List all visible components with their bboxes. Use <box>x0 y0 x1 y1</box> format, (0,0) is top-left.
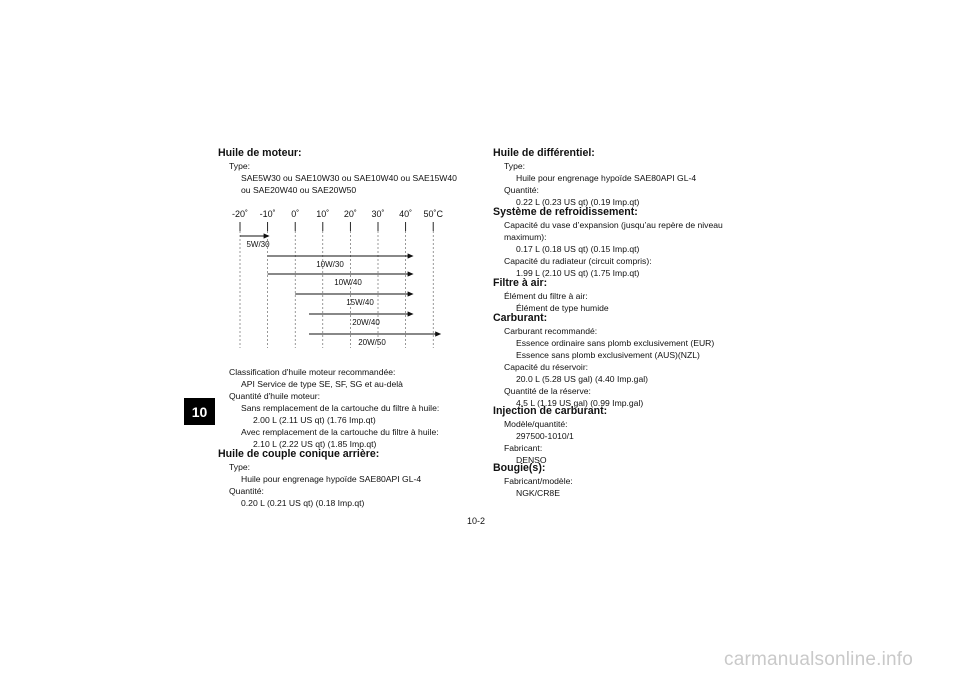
air-filter-heading: Filtre à air: <box>493 277 548 289</box>
grade-range-arrow <box>408 271 414 276</box>
temperature-tick-label: -10˚ <box>259 209 276 219</box>
coolant-reservoir-label-2: maximum): <box>504 232 547 242</box>
engine-oil-type-line1: SAE5W30 ou SAE10W30 ou SAE10W40 ou SAE15W40 <box>241 173 457 183</box>
temperature-tick-label: 10˚ <box>316 209 330 219</box>
temperature-tick-label: 0˚ <box>291 209 300 219</box>
spark-plug-heading: Bougie(s): <box>493 462 546 474</box>
temperature-tick-label: 30˚ <box>371 209 385 219</box>
fuel-reserve-value: 4.5 L (1.19 US gal) (0.99 Imp.gal) <box>516 398 644 408</box>
chapter-tab-label: 10 <box>191 403 208 420</box>
grade-label: 15W/40 <box>346 298 374 307</box>
grade-range-arrow <box>408 311 414 316</box>
oil-with-filter-label: Avec remplacement de la cartouche du filtre à huile: <box>241 427 439 437</box>
rear-gear-oil-quantity-value: 0.20 L (0.21 US qt) (0.18 Imp.qt) <box>241 498 365 508</box>
grade-label: 10W/40 <box>334 278 362 287</box>
rear-gear-oil-quantity-label: Quantité: <box>229 486 264 496</box>
grade-range-arrow <box>408 291 414 296</box>
rear-gear-oil-type-label: Type: <box>229 462 251 472</box>
viscosity-chart <box>220 206 460 356</box>
rear-gear-oil-type-value: Huile pour engrenage hypoïde SAE80API GL-4 <box>241 474 422 484</box>
oil-quantity-label: Quantité d'huile moteur: <box>229 391 320 401</box>
spark-plug-maker-label: Fabricant/modèle: <box>504 476 573 486</box>
temperature-tick-label: -20˚ <box>231 209 249 219</box>
air-filter-element-value: Élément de type humide <box>516 303 609 313</box>
fuel-heading: Carburant: <box>493 312 548 324</box>
fuel-tank-label: Capacité du réservoir: <box>504 362 589 372</box>
diff-oil-type-label: Type: <box>504 161 526 171</box>
oil-classification-value: API Service de type SE, SF, SG et au-delà <box>241 379 403 389</box>
coolant-reservoir-value: 0.17 L (0.18 US qt) (0.15 Imp.qt) <box>516 244 640 254</box>
engine-oil-heading: Huile de moteur: <box>218 147 302 159</box>
radiator-capacity-label: Capacité du radiateur (circuit compris): <box>504 256 652 266</box>
rear-gear-oil-heading: Huile de couple conique arrière: <box>218 448 380 460</box>
diff-oil-quantity-value: 0.22 L (0.23 US qt) (0.19 Imp.qt) <box>516 197 640 207</box>
radiator-capacity-value: 1.99 L (2.10 US qt) (1.75 Imp.qt) <box>516 268 640 278</box>
oil-classification-label: Classification d'huile moteur recommandée: <box>229 367 396 377</box>
injection-model-label: Modèle/quantité: <box>504 419 568 429</box>
injection-model-value: 297500-1010/1 <box>516 431 574 441</box>
grade-range-arrow <box>264 233 270 238</box>
spark-plug-maker-value: NGK/CR8E <box>516 488 560 498</box>
diff-oil-heading: Huile de différentiel: <box>493 147 595 159</box>
oil-with-filter-value: 2.10 L (2.22 US qt) (1.85 Imp.qt) <box>253 439 377 449</box>
injection-maker-label: Fabricant: <box>504 443 543 453</box>
diff-oil-type-value: Huile pour engrenage hypoïde SAE80API GL-4 <box>516 173 697 183</box>
grade-range-arrow <box>435 331 441 336</box>
temperature-tick-label: 20˚ <box>343 209 357 219</box>
grade-label: 20W/40 <box>352 318 380 327</box>
fuel-recommended-value-2: Essence sans plomb exclusivement (AUS)(NZL) <box>516 350 700 360</box>
fuel-recommended-label: Carburant recommandé: <box>504 326 598 336</box>
grade-label: 5W/30 <box>246 240 270 249</box>
air-filter-element-label: Élément du filtre à air: <box>504 291 588 301</box>
page-number: 10-2 <box>467 516 486 526</box>
diff-oil-quantity-label: Quantité: <box>504 185 539 195</box>
engine-oil-type-label: Type: <box>229 161 251 171</box>
oil-without-filter-value: 2.00 L (2.11 US qt) (1.76 Imp.qt) <box>253 415 376 425</box>
fuel-tank-value: 20.0 L (5.28 US gal) (4.40 Imp.gal) <box>516 374 648 384</box>
temperature-tick-label: 40˚ <box>399 209 413 219</box>
fuel-recommended-value-1: Essence ordinaire sans plomb exclusivement (EUR) <box>516 338 715 348</box>
cooling-heading: Système de refroidissement: <box>493 206 638 218</box>
grade-range-arrow <box>408 253 414 258</box>
engine-oil-type-line2: ou SAE20W40 ou SAE20W50 <box>241 185 357 195</box>
grade-label: 10W/30 <box>316 260 344 269</box>
injection-heading: Injection de carburant: <box>493 405 608 417</box>
temperature-tick-label: 50˚C <box>423 209 443 219</box>
chapter-tab <box>184 398 215 425</box>
coolant-reservoir-label-1: Capacité du vase d’expansion (jusqu’au repère de niveau <box>504 220 723 230</box>
fuel-reserve-label: Quantité de la réserve: <box>504 386 591 396</box>
injection-maker-value: DENSO <box>516 455 547 465</box>
grade-label: 20W/50 <box>358 338 386 347</box>
oil-without-filter-label: Sans remplacement de la cartouche du filtre à huile: <box>241 403 440 413</box>
watermark: carmanualsonline.info <box>724 649 914 670</box>
